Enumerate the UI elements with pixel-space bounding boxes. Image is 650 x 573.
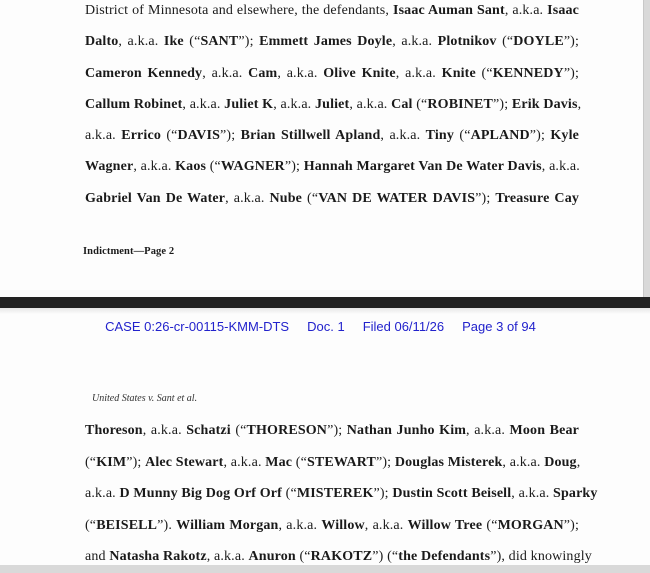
text-line: District of Minnesota and elsewhere, the defendants, Isaac Auman Sant, a.k.a. Isaac: [85, 3, 579, 18]
text-line: Dalto, a.k.a. Ike (“SANT”); Emmett James Doyle, a.k.a. Plotnikov (“DOYLE”);: [85, 34, 580, 50]
text-line: a.k.a. Errico (“DAVIS”); Brian Stillwell Apland, a.k.a. Tiny (“APLAND”); Kyle: [85, 128, 579, 144]
doc-number: Doc. 1: [307, 319, 345, 334]
page-3-sheet: [0, 308, 650, 565]
page-footer: Indictment—Page 2: [83, 246, 175, 257]
case-caption: United States v. Sant et al.: [92, 393, 198, 404]
text-line: Callum Robinet, a.k.a. Juliet K, a.k.a. Juliet, a.k.a. Cal (“ROBINET”); Erik Davis,: [85, 96, 582, 112]
filed-date: Filed 06/11/26: [362, 319, 445, 334]
case-header: [0, 319, 650, 334]
text-line: (“BEISELL”). William Morgan, a.k.a. Willow, a.k.a. Willow Tree (“MORGAN”);: [85, 517, 580, 533]
case-number: CASE 0:26-cr-00115-KMM-DTS: [105, 319, 290, 334]
text-line: and Natasha Rakotz, a.k.a. Anuron (“RAKOTZ”) (“the Defendants”), did knowingly: [85, 549, 592, 565]
text-line: Cameron Kennedy, a.k.a. Cam, a.k.a. Olive Knite, a.k.a. Knite (“KENNEDY”);: [85, 65, 580, 81]
page-count: Page 3 of 94: [462, 319, 536, 334]
text-line: Thoreson, a.k.a. Schatzi (“THORESON”); Nathan Junho Kim, a.k.a. Moon Bear: [85, 423, 579, 438]
page-2-body: [85, 0, 582, 214]
text-line: Gabriel Van De Water, a.k.a. Nube (“VAN DE WATER DAVIS”); Treasure Cay: [85, 190, 579, 206]
text-line: a.k.a. D Munny Big Dog Orf Orf (“MISTEREK”); Dustin Scott Beisell, a.k.a. Sparky: [85, 486, 598, 502]
page-divider: [0, 297, 650, 308]
text-line: Wagner, a.k.a. Kaos (“WAGNER”); Hannah Margaret Van De Water Davis, a.k.a.: [85, 159, 580, 175]
page-3-body: [85, 415, 598, 573]
page-edge-shadow: [0, 308, 650, 314]
text-line: (“KIM”); Alec Stewart, a.k.a. Mac (“STEWART”); Douglas Misterek, a.k.a. Doug,: [85, 454, 581, 470]
